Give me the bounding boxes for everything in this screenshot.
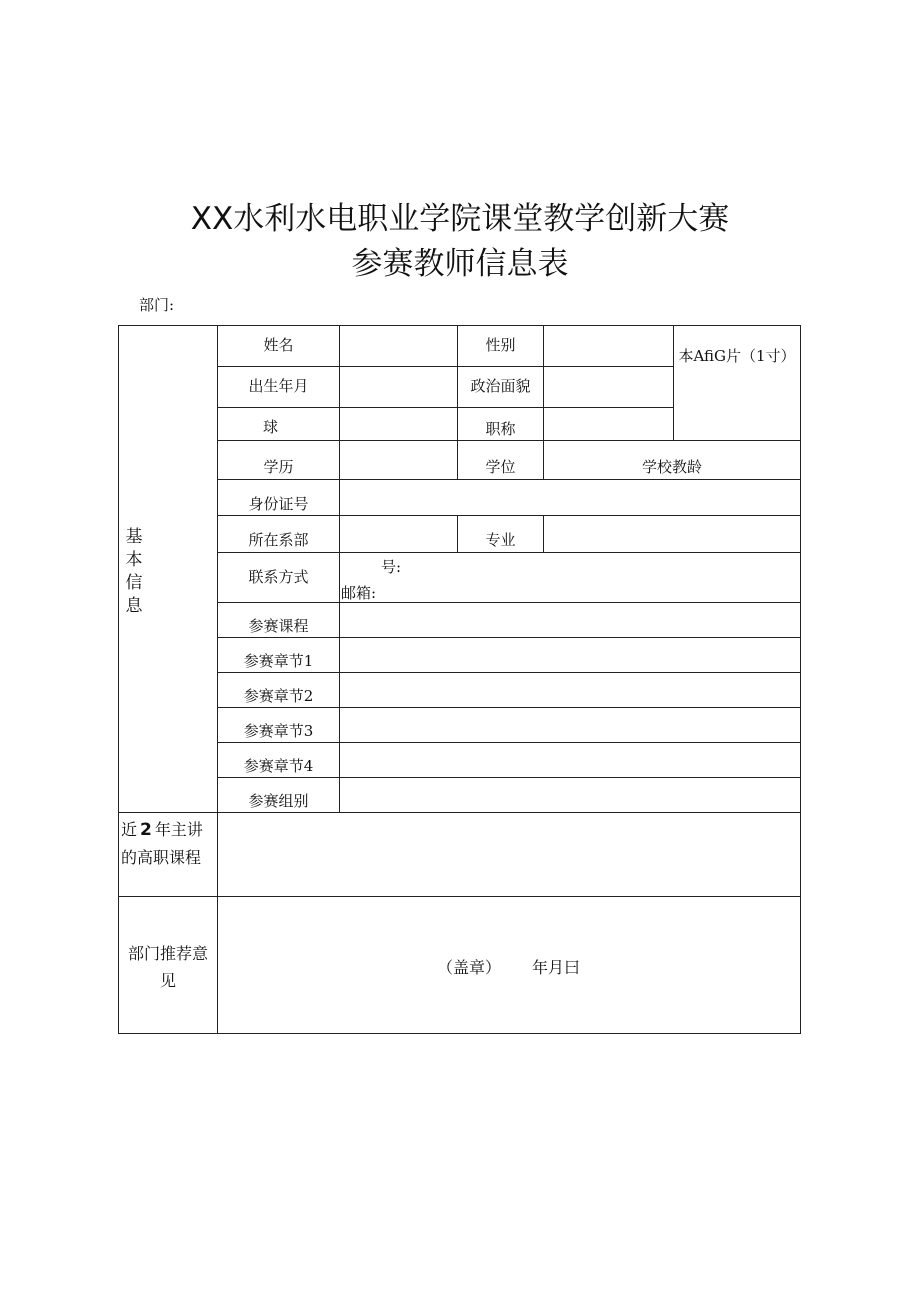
document-title-line1: XX水利水电职业学院课堂教学创新大赛	[190, 201, 730, 237]
course-field[interactable]	[340, 603, 800, 637]
birth-label: 出生年月	[248, 377, 309, 396]
recent-courses-label: 近 2 年主讲 的高职课程	[121, 820, 203, 867]
seal-label: （盖章）	[437, 958, 502, 977]
date-label: 年月曰	[532, 958, 581, 977]
education-field[interactable]	[340, 441, 457, 479]
dept-unit-label: 所在系部	[248, 531, 309, 550]
title-rank-label: 职称	[485, 420, 516, 439]
title-rank-field[interactable]	[544, 408, 673, 440]
group-field[interactable]	[340, 778, 800, 812]
photo-placeholder[interactable]: 本AfiG片（1寸）	[678, 347, 796, 365]
chapter4-label: 参赛章节4	[243, 757, 314, 776]
id-number-label: 身份证号	[248, 495, 309, 514]
email-label: 邮箱:	[341, 584, 377, 602]
chapter1-label: 参赛章节1	[243, 652, 314, 671]
group-label: 参赛组别	[248, 792, 309, 811]
department-label: 部门:	[139, 296, 175, 314]
gender-label: 性别	[485, 336, 516, 355]
section-basic-info-label: 基 本 信 息	[125, 527, 143, 616]
political-field[interactable]	[544, 367, 673, 407]
education-label: 学历	[263, 458, 294, 477]
recommend-field[interactable]	[218, 897, 800, 1033]
chapter3-field[interactable]	[340, 708, 800, 742]
major-field[interactable]	[544, 516, 800, 552]
id-number-field[interactable]	[340, 480, 800, 515]
chapter3-label: 参赛章节3	[243, 722, 314, 741]
phone-label: 号:	[381, 558, 402, 576]
chapter4-field[interactable]	[340, 743, 800, 777]
name-label: 姓名	[263, 336, 294, 355]
chapter1-field[interactable]	[340, 638, 800, 672]
degree-label: 学位	[485, 458, 516, 477]
birth-field[interactable]	[340, 367, 457, 407]
chapter2-field[interactable]	[340, 673, 800, 707]
recent-courses-field[interactable]	[218, 813, 800, 896]
recommend-label: 部门推荐意 见	[127, 944, 208, 990]
course-label: 参赛课程	[248, 617, 309, 636]
qiu-label: 球	[262, 418, 278, 437]
qiu-field[interactable]	[340, 408, 457, 440]
school-years-label: 学校教龄	[641, 458, 702, 477]
political-label: 政治面貌	[470, 377, 531, 396]
contact-label: 联系方式	[248, 567, 309, 586]
document-title-line2: 参赛教师信息表	[351, 246, 569, 282]
name-field[interactable]	[340, 326, 457, 366]
major-label: 专业	[485, 531, 516, 550]
gender-field[interactable]	[544, 326, 673, 366]
dept-unit-field[interactable]	[340, 516, 457, 552]
chapter2-label: 参赛章节2	[243, 687, 314, 706]
